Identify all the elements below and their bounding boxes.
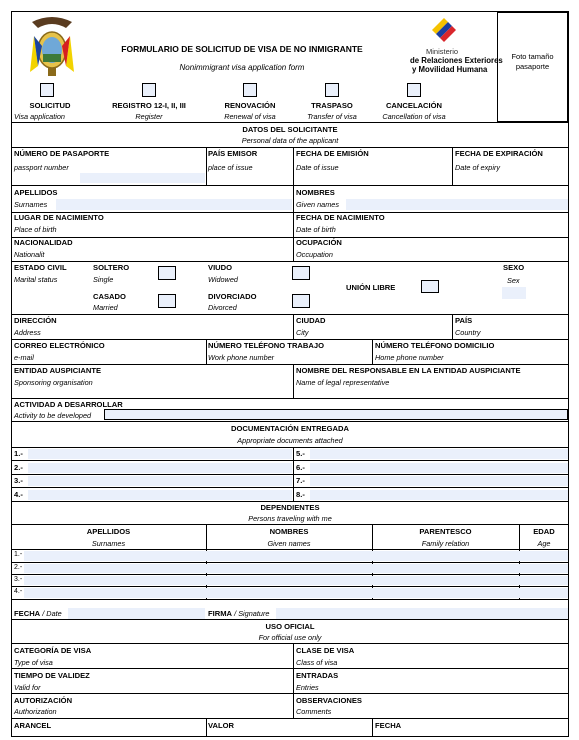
doc-item-7: 7.-: [296, 476, 305, 485]
widowed-label: VIUDO: [208, 263, 233, 272]
doc-field-2[interactable]: [28, 463, 292, 473]
request-solicitud-en: Visa application: [14, 112, 65, 121]
official-heading: USO OFICIAL: [265, 622, 315, 631]
ministry-name-3: y Movilidad Humana: [412, 65, 488, 74]
expiry-date-label: FECHA DE EXPIRACIÓN: [455, 149, 543, 158]
passport-field[interactable]: [80, 173, 205, 183]
birth-place-en: Place of birth: [14, 225, 57, 234]
request-traspaso-en: Transfer of visa: [307, 112, 357, 121]
union-label: UNIÓN LIBRE: [346, 283, 396, 292]
visa-category-en: Type of visa: [14, 658, 53, 667]
checkbox-renovacion[interactable]: [243, 83, 257, 97]
visa-class-label: CLASE DE VISA: [296, 646, 355, 655]
email-en: e-mail: [14, 353, 34, 362]
sex-en: Sex: [507, 276, 520, 285]
names-en: Given names: [296, 200, 339, 209]
home-phone-en: Home phone number: [375, 353, 444, 362]
doc-field-4[interactable]: [28, 490, 292, 500]
nationality-en: Nationalit: [14, 250, 45, 259]
observations-label: OBSERVACIONES: [296, 696, 362, 705]
dep-row-4: 4.-: [14, 588, 23, 595]
issuing-country-label: PAÍS EMISOR: [208, 149, 258, 158]
visa-class-en: Class of visa: [296, 658, 338, 667]
doc-item-5: 5.-: [296, 449, 305, 458]
request-registro-label: REGISTRO 12-I, II, III: [112, 101, 186, 110]
birth-place-label: LUGAR DE NACIMIENTO: [14, 213, 104, 222]
doc-item-1: 1.-: [14, 449, 23, 458]
form-title: FORMULARIO DE SOLICITUD DE VISA DE NO INMIGRANTE: [121, 44, 363, 54]
occupation-en: Occupation: [296, 250, 333, 259]
validity-en: Valid for: [14, 683, 41, 692]
doc-item-6: 6.-: [296, 463, 305, 472]
passport-label-en: passport number: [14, 163, 69, 172]
dependents-heading-en: Persons traveling with me: [248, 514, 332, 523]
date-label-en: / Date: [42, 609, 62, 618]
issuing-country-en: place of issue: [208, 163, 253, 172]
country-en: Country: [455, 328, 481, 337]
date-field[interactable]: [68, 608, 205, 619]
work-phone-en: Work phone number: [208, 353, 275, 362]
names-field[interactable]: [346, 199, 568, 210]
date-label: [14, 609, 62, 618]
dep-col-age-en: Age: [537, 539, 551, 548]
date-label-es: FECHA: [14, 609, 41, 618]
country-label: PAÍS: [455, 316, 473, 325]
applicant-heading: DATOS DEL SOLICITANTE: [242, 125, 338, 134]
value-label: VALOR: [208, 721, 235, 730]
activity-label: ACTIVIDAD A DESARROLLAR: [14, 400, 123, 409]
documents-heading-en: Appropriate documents attached: [237, 436, 343, 445]
applicant-heading-en: Personal data of the applicant: [241, 136, 339, 145]
married-label: CASADO: [93, 292, 126, 301]
authorization-label: AUTORIZACIÓN: [14, 696, 73, 705]
dep-row-3: 3.-: [14, 576, 23, 583]
doc-field-5[interactable]: [310, 449, 568, 459]
doc-item-2: 2.-: [14, 463, 23, 472]
passport-label: NÚMERO DE PASAPORTE: [14, 149, 110, 158]
dep-col-names-en: Given names: [267, 539, 311, 548]
checkbox-divorced[interactable]: [292, 294, 310, 308]
doc-item-3: 3.-: [14, 476, 23, 485]
checkbox-single[interactable]: [158, 266, 176, 280]
request-renovacion-label: RENOVACIÓN: [224, 101, 276, 110]
doc-item-8: 8.-: [296, 490, 305, 499]
authorization-en: Authorization: [14, 707, 57, 716]
request-solicitud-label: SOLICITUD: [29, 101, 71, 110]
doc-field-7[interactable]: [310, 476, 568, 486]
names-label: NOMBRES: [296, 188, 335, 197]
surnames-label: APELLIDOS: [14, 188, 58, 197]
sex-label: SEXO: [503, 263, 525, 272]
married-en: Married: [93, 303, 118, 312]
dep-row-2: 2.-: [14, 564, 23, 571]
legal-rep-en: Name of legal representative: [296, 378, 390, 387]
dep-col-names: NOMBRES: [269, 527, 309, 536]
email-label: CORREO ELECTRÓNICO: [14, 341, 105, 350]
dep-col-relation: PARENTESCO: [419, 527, 472, 536]
request-renovacion-en: Renewal of visa: [224, 112, 276, 121]
signature-label: [208, 609, 269, 618]
photo-box: [497, 12, 568, 122]
request-cancelacion-label: CANCELACIÓN: [385, 101, 443, 110]
divorced-label: DIVORCIADO: [208, 292, 257, 301]
entries-en: Entries: [296, 683, 319, 692]
request-registro-en: Register: [135, 112, 163, 121]
checkbox-married[interactable]: [158, 294, 176, 308]
activity-field[interactable]: [104, 409, 568, 420]
checkbox-registro[interactable]: [142, 83, 156, 97]
legal-rep-label: NOMBRE DEL RESPONSABLE EN LA ENTIDAD AUSPICIANTE: [296, 366, 521, 375]
expiry-date-en: Date of expiry: [455, 163, 501, 172]
doc-item-4: 4.-: [14, 490, 23, 499]
checkbox-traspaso[interactable]: [325, 83, 339, 97]
address-label: DIRECCIÓN: [14, 316, 57, 325]
doc-field-6[interactable]: [310, 463, 568, 473]
widowed-en: Widowed: [208, 275, 238, 284]
ministry-logo: [428, 14, 458, 44]
city-label: CIUDAD: [296, 316, 326, 325]
dep-row-3-fields[interactable]: [24, 576, 568, 585]
sponsor-label: ENTIDAD AUSPICIANTE: [14, 366, 102, 375]
doc-field-8[interactable]: [310, 490, 568, 500]
entries-label: ENTRADAS: [296, 671, 339, 680]
checkbox-widowed[interactable]: [292, 266, 310, 280]
birth-date-label: FECHA DE NACIMIENTO: [296, 213, 385, 222]
address-en: Address: [14, 328, 41, 337]
occupation-label: OCUPACIÓN: [296, 238, 342, 247]
form-subtitle: Nonimmigrant visa application form: [179, 63, 305, 72]
request-cancelacion-en: Cancellation of visa: [382, 112, 446, 121]
visa-category-label: CATEGORÍA DE VISA: [14, 646, 92, 655]
dep-col-surnames-en: Surnames: [91, 539, 126, 548]
dep-col-age: EDAD: [533, 527, 555, 536]
sponsor-en: Sponsoring organisation: [14, 378, 93, 387]
issue-date-label: FECHA DE EMISIÓN: [296, 149, 369, 158]
city-en: City: [296, 328, 309, 337]
official-date-label: FECHA: [375, 721, 402, 730]
checkbox-union[interactable]: [421, 280, 439, 293]
ecuador-coat-of-arms: [28, 16, 76, 78]
official-heading-en: For official use only: [258, 633, 322, 642]
documents-heading: DOCUMENTACIÓN ENTREGADA: [231, 424, 349, 433]
request-traspaso-label: TRASPASO: [311, 101, 353, 110]
signature-field[interactable]: [276, 608, 568, 619]
surnames-field[interactable]: [56, 199, 292, 210]
photo-label: Foto tamaño pasaporte: [511, 52, 554, 71]
home-phone-label: NÚMERO TELÉFONO DOMICILIO: [375, 341, 495, 350]
observations-en: Comments: [296, 707, 332, 716]
civil-status-label: ESTADO CIVIL: [14, 263, 67, 272]
checkbox-cancelacion[interactable]: [407, 83, 421, 97]
civil-status-en: Marital status: [14, 275, 58, 284]
dep-row-2-fields[interactable]: [24, 564, 568, 573]
doc-field-1[interactable]: [28, 449, 292, 459]
tariff-label: ARANCEL: [14, 721, 52, 730]
dep-row-1: 1.-: [14, 551, 23, 558]
validity-label: TIEMPO DE VALIDEZ: [14, 671, 90, 680]
checkbox-solicitud[interactable]: [40, 83, 54, 97]
ministry-name-2: de Relaciones Exteriores: [410, 56, 503, 65]
dep-row-4-fields[interactable]: [24, 588, 568, 598]
signature-label-es: FIRMA: [208, 609, 233, 618]
issue-date-en: Date of issue: [296, 163, 339, 172]
surnames-en: Surnames: [14, 200, 48, 209]
single-en: Single: [93, 275, 114, 284]
dep-row-1-fields[interactable]: [24, 551, 568, 561]
doc-field-3[interactable]: [28, 476, 292, 486]
dep-col-surnames: APELLIDOS: [86, 527, 131, 536]
divorced-en: Divorced: [208, 303, 237, 312]
work-phone-label: NÚMERO TELÉFONO TRABAJO: [208, 341, 325, 350]
birth-date-en: Date of birth: [296, 225, 336, 234]
dependents-heading: DEPENDIENTES: [260, 503, 320, 512]
dep-col-relation-en: Family relation: [421, 539, 470, 548]
single-label: SOLTERO: [93, 263, 130, 272]
ministry-name-1: Ministerio: [426, 47, 459, 56]
activity-en: Activity to be developed: [14, 411, 92, 420]
nationality-label: NACIONALIDAD: [14, 238, 73, 247]
sex-field[interactable]: [502, 287, 526, 299]
signature-label-en: / Signature: [234, 609, 270, 618]
